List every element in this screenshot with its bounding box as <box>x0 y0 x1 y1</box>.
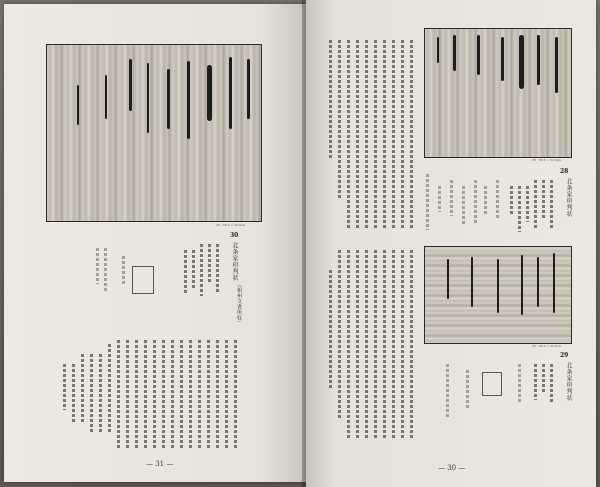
transcription-column <box>510 186 513 216</box>
document-title: 北条家印判状 <box>565 178 572 217</box>
calligraphy-stroke <box>497 259 499 313</box>
calligraphy-stroke <box>537 257 539 307</box>
calligraphy-stroke <box>537 35 540 85</box>
commentary-column <box>365 40 368 230</box>
transcription-column <box>550 364 553 404</box>
transcription-column <box>518 364 521 404</box>
calligraphy-stroke <box>553 253 555 313</box>
calligraphy-stroke <box>207 65 212 121</box>
commentary-column <box>126 340 129 448</box>
commentary-column <box>365 250 368 440</box>
document-title: 北条家印判状 <box>231 242 238 281</box>
commentary-column <box>347 250 350 440</box>
calligraphy-stroke <box>77 85 79 125</box>
calligraphy-stroke <box>105 75 107 119</box>
document-title: 北条家印判状 <box>565 362 572 401</box>
commentary-column <box>117 340 120 448</box>
photo-caption: 30 80.0 × 34.5cm <box>216 223 246 227</box>
document-subtitle: （相州文書所収） <box>236 282 242 326</box>
commentary-column <box>144 340 147 448</box>
commentary-column <box>189 340 192 448</box>
transcription-column <box>534 180 537 230</box>
document-photo-bottom <box>424 246 572 344</box>
transcription-column <box>542 364 545 394</box>
commentary-column <box>356 40 359 230</box>
calligraphy-stroke <box>437 37 439 63</box>
document-photo-top <box>424 28 572 158</box>
transcription-column <box>96 248 99 284</box>
calligraphy-stroke <box>167 69 170 129</box>
commentary-column <box>216 340 219 448</box>
commentary-column <box>180 340 183 448</box>
transcription-column <box>542 180 545 220</box>
transcription-column <box>122 256 125 286</box>
calligraphy-stroke <box>147 63 149 133</box>
commentary-column <box>392 250 395 440</box>
commentary-column <box>347 40 350 230</box>
commentary-column <box>329 270 332 390</box>
page-number: — 31 — <box>146 460 174 468</box>
calligraphy-stroke <box>471 257 473 307</box>
commentary-column <box>171 340 174 448</box>
commentary-column <box>356 250 359 440</box>
commentary-column <box>207 340 210 448</box>
commentary-column <box>162 340 165 448</box>
calligraphy-stroke <box>187 61 190 139</box>
commentary-column <box>153 340 156 448</box>
transcription-column <box>446 364 449 418</box>
photo-caption: 28 80.5 × 32.5cm <box>532 158 562 162</box>
transcription-column <box>534 364 537 400</box>
commentary-column <box>374 40 377 230</box>
transcription-column <box>518 186 521 232</box>
commentary-column <box>410 250 413 440</box>
transcription-column <box>450 180 453 216</box>
commentary-column <box>72 364 75 424</box>
commentary-column <box>401 40 404 230</box>
commentary-column <box>383 250 386 440</box>
transcription-column <box>438 186 441 212</box>
document-number: 29 <box>560 352 569 359</box>
commentary-column <box>63 364 66 410</box>
commentary-column <box>234 340 237 448</box>
transcription-column <box>426 174 429 230</box>
transcription-column <box>462 186 465 224</box>
calligraphy-stroke <box>447 259 449 299</box>
commentary-column <box>401 250 404 440</box>
transcription-column <box>474 180 477 224</box>
commentary-column <box>392 40 395 230</box>
commentary-column <box>338 250 341 420</box>
transcription-column <box>208 244 211 284</box>
document-photo-left <box>46 44 262 222</box>
document-number: 28 <box>560 168 569 175</box>
transcription-column <box>550 180 553 228</box>
commentary-column <box>90 354 93 434</box>
commentary-column <box>99 354 102 434</box>
commentary-column <box>410 40 413 230</box>
transcription-column <box>104 248 107 292</box>
commentary-column <box>81 354 84 424</box>
commentary-column <box>329 40 332 160</box>
seal-box <box>132 266 154 294</box>
transcription-column <box>466 370 469 410</box>
page-number: — 30 — <box>438 464 466 472</box>
transcription-column <box>192 250 195 288</box>
transcription-column <box>200 244 203 296</box>
calligraphy-stroke <box>521 255 523 315</box>
commentary-column <box>338 40 341 200</box>
left-page <box>4 4 306 482</box>
seal-box <box>482 372 502 396</box>
transcription-column <box>484 186 487 216</box>
commentary-column <box>225 340 228 448</box>
calligraphy-stroke <box>477 35 480 75</box>
commentary-column <box>198 340 201 448</box>
calligraphy-stroke <box>229 57 232 129</box>
right-page <box>306 0 596 487</box>
transcription-column <box>216 244 219 292</box>
commentary-column <box>383 40 386 230</box>
transcription-column <box>496 180 499 220</box>
transcription-column <box>526 186 529 222</box>
calligraphy-stroke <box>501 37 504 81</box>
calligraphy-stroke <box>129 59 132 111</box>
commentary-column <box>108 344 111 434</box>
calligraphy-stroke <box>247 59 250 119</box>
calligraphy-stroke <box>519 35 524 89</box>
transcription-column <box>184 250 187 294</box>
commentary-column <box>135 340 138 448</box>
calligraphy-stroke <box>453 35 456 71</box>
calligraphy-stroke <box>555 37 558 93</box>
document-number: 30 <box>230 232 239 239</box>
commentary-column <box>374 250 377 440</box>
photo-caption: 29 80.0 × 33.0cm <box>532 344 562 348</box>
